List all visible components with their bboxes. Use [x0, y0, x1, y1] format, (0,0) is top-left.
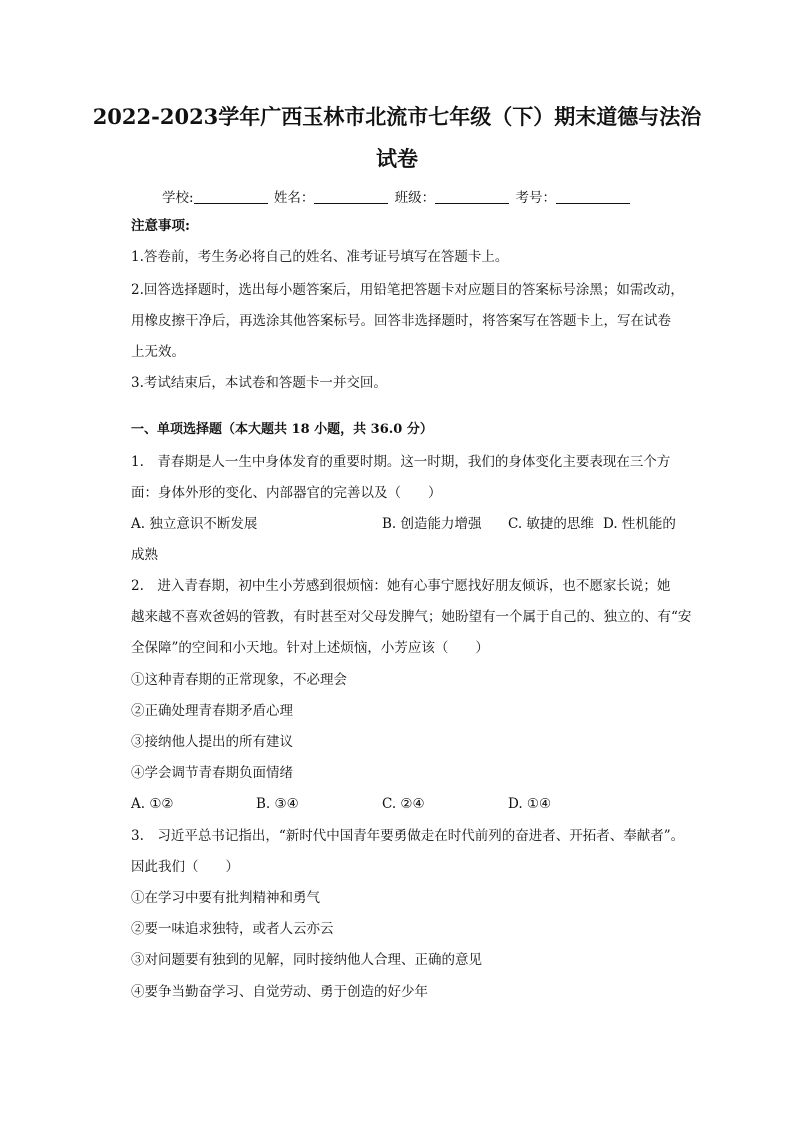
section-heading: 一、单项选择题（本大题共 18 小题，共 36.0 分）	[131, 422, 433, 437]
notice-item-2-line1: 2.回答选择题时，选出每小题答案后，用铅笔把答题卡对应题目的答案标号涂黑；如需改动，	[131, 282, 684, 298]
q2-option-b[interactable]: B. ③④	[256, 796, 299, 812]
notice-item-2-line3: 上无效。	[131, 344, 185, 360]
school-label: 学校:	[162, 190, 194, 206]
q3-statement-3: ③对问题要有独到的见解，同时接纳他人合理、正确的意见	[131, 952, 482, 968]
notice-item-3: 3.考试结束后，本试卷和答题卡一并交回。	[131, 375, 387, 391]
exam-no-label: 考号：	[515, 190, 556, 206]
q3-statement-1: ①在学习中要有批判精神和勇气	[131, 890, 320, 906]
class-blank[interactable]	[435, 189, 509, 204]
q2-stem-line2: 越来越不喜欢爸妈的管教，有时甚至对父母发脾气；她盼望有一个属于自己的、独立的、有“安	[131, 609, 692, 625]
q1-option-c[interactable]: C. 敏捷的思维	[508, 516, 594, 532]
q1-option-b[interactable]: B. 创造能力增强	[382, 516, 482, 532]
school-blank[interactable]	[194, 189, 268, 204]
q1-stem-line1: 1. 青春期是人一生中身体发育的重要时期。这一时期，我们的身体变化主要表现在三个方	[131, 454, 671, 470]
q3-stem-line2: 因此我们（ ）	[131, 859, 239, 875]
q1-option-a[interactable]: A. 独立意识不断发展	[131, 516, 258, 532]
exam-title-line1: 2022-2023学年广西玉林市北流市七年级（下）期末道德与法治	[92, 104, 702, 129]
student-info-line	[0, 186, 794, 206]
q2-statement-1: ①这种青春期的正常现象，不必理会	[131, 672, 347, 688]
q2-statement-2: ②正确处理青春期矛盾心理	[131, 703, 293, 719]
exam-title-line2: 试卷	[376, 146, 418, 171]
q1-option-d[interactable]: D. 性机能的	[603, 516, 676, 532]
q3-statement-4: ④要争当勤奋学习、自觉劳动、勇于创造的好少年	[131, 984, 428, 1000]
name-label: 姓名：	[273, 190, 315, 206]
q3-stem-line1: 3. 习近平总书记指出，“新时代中国青年要勇做走在时代前列的奋进者、开拓者、奉献者”。	[131, 828, 685, 844]
q2-option-d[interactable]: D. ①④	[508, 796, 552, 812]
q3-statement-2: ②要一味追求独特，或者人云亦云	[131, 921, 334, 937]
q1-stem-line2: 面：身体外形的变化、内部器官的完善以及（ ）	[131, 485, 442, 501]
notice-item-1: 1.答卷前，考生务必将自己的姓名、准考证号填写在答题卡上。	[131, 249, 509, 265]
notice-item-2-line2: 用橡皮擦干净后，再选涂其他答案标号。回答非选择题时，将答案写在答题卡上，写在试卷	[131, 313, 671, 329]
q2-stem-line3: 全保障”的空间和小天地。针对上述烦恼，小芳应该（ ）	[131, 640, 489, 656]
exam-no-blank[interactable]	[556, 189, 630, 204]
class-label: 班级：	[394, 190, 436, 206]
notice-heading: 注意事项:	[131, 218, 190, 234]
name-blank[interactable]	[314, 189, 388, 204]
q2-option-c[interactable]: C. ②④	[382, 796, 425, 812]
q2-stem-line1: 2. 进入青春期，初中生小芳感到很烦恼：她有心事宁愿找好朋友倾诉，也不愿家长说；她	[131, 578, 671, 594]
q1-option-d-continued: 成熟	[131, 547, 158, 563]
q2-statement-3: ③接纳他人提出的所有建议	[131, 734, 293, 750]
q2-option-a[interactable]: A. ①②	[131, 796, 174, 812]
q2-statement-4: ④学会调节青春期负面情绪	[131, 765, 293, 781]
